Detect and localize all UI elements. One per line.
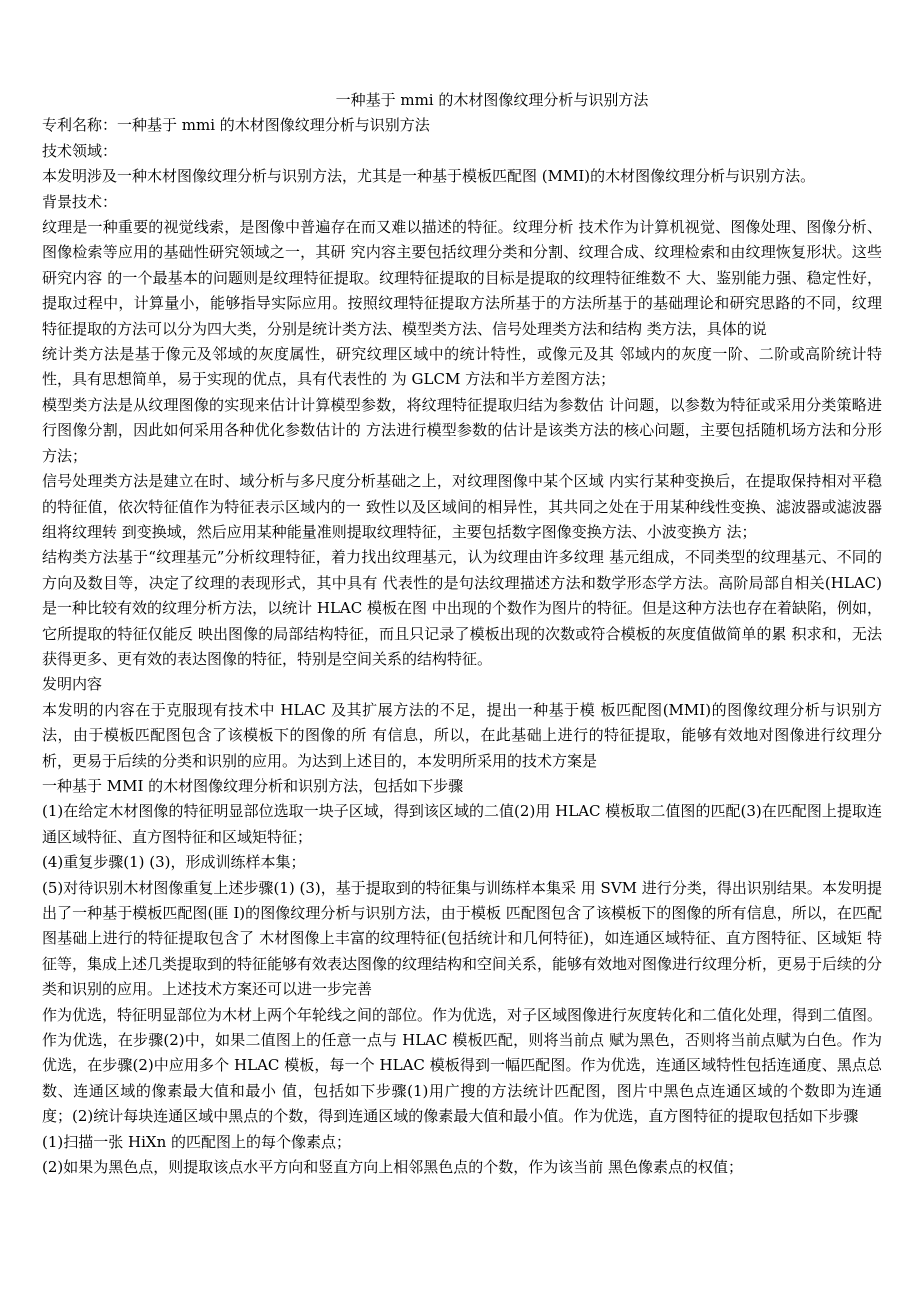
- histogram-step-1: (1)扫描一张 HiXn 的匹配图上的每个像素点；: [42, 1132, 352, 1151]
- step-1-3: (1)在给定木材图像的特征明显部位选取一块子区域，得到该区域的二值(2)用 HLAC 模板取二值图的匹配(3)在匹配图上提取连通区域特征、直方图特征和区域矩特征；: [42, 802, 882, 846]
- step-5-and-summary: (5)对待识别木材图像重复上述步骤(1) (3)，基于提取到的特征集与训练样本集采 用 SVM 进行分类，得出识别结果。本发明提出了一种基于模板匹配图(匪 I)的图像纹理分析与识别方法，由于模板 匹配图包含了该模板下的图像的所有信息，所以，在匹配图基础上进行的特征提取包含了 木材图像上丰富的纹理特征(包括统计和几何特征)，如连通区域特征、直方图特征、区域矩 特征等，集成上述几类提取到的特征能够有效表达图像的纹理结构和空间关系，能够有效地对图像进行纹理分析，更易于后续的分类和识别的应用。上述技术方案还可以进一步完善: [42, 878, 883, 999]
- preferred-embodiments-paragraph: 作为优选，特征明显部位为木材上两个年轮线之间的部位。作为优选，对子区域图像进行灰度转化和二值化处理，得到二值图。作为优选，在步骤(2)中，如果二值图上的任意一点与 HLAC 模板匹配，则将当前点 赋为黑色，否则将当前点赋为白色。作为优选，在步骤(2)中应用多个 HLAC 模板，每一个 HLAC 模板得到一幅匹配图。作为优选，连通区域特性包括连通度、黑点总数、连通区域的像素最大值和最小 值，包括如下步骤(1)用广搜的方法统计匹配图，图片中黑色点连通区域的个数即为连通 度；(2)统计每块连通区域中黑点的个数，得到连通区域的像素最大值和最小值。作为优选，直方图特征的提取包括如下步骤: [42, 1005, 883, 1126]
- invention-method-line: 一种基于 MMI 的木材图像纹理分析和识别方法，包括如下步骤: [42, 776, 464, 795]
- document-title: 一种基于 mmi 的木材图像纹理分析与识别方法: [335, 91, 649, 109]
- histogram-step-2: (2)如果为黑色点，则提取该点水平方向和竖直方向上相邻黑色点的个数，作为该当前 黑色像素点的权值；: [42, 1158, 744, 1177]
- invention-paragraph-intro: 本发明的内容在于克服现有技术中 HLAC 及其扩展方法的不足，提出一种基于模 板匹配图(MMI)的图像纹理分析与识别方法，由于模板匹配图包含了该模板下的图像的所 有信息，所以，在此基础上进行的特征提取，能够有效地对图像进行纹理分析，更易于后续的分类和识别的应用。为达到上述目的，本发明所采用的技术方案是: [42, 700, 882, 770]
- document-page: [42, 88, 882, 1180]
- background-paragraph-model: 模型类方法是从纹理图像的实现来估计计算模型参数，将纹理特征提取归结为参数估 计问题，以参数为特征或采用分类策略进行图像分割，因此如何采用各种优化参数估计的 方法进行模型参数的估计是该类方法的核心问题，主要包括随机场方法和分形方法；: [42, 395, 882, 465]
- patent-name-line: 专利名称：一种基于 mmi 的木材图像纹理分析与识别方法: [42, 116, 430, 135]
- background-paragraph-signal: 信号处理类方法是建立在时、域分析与多尺度分析基础之上，对纹理图像中某个区域 内实行某种变换后，在提取保持相对平稳的特征值，依次特征值作为特征表示区域内的一 致性以及区域间的相异性，其共同之处在于用某种线性变换、滤波器或滤波器组将纹理转 到变换域，然后应用某种能量准则提取纹理特征，主要包括数字图像变换方法、小波变换方 法；: [42, 472, 882, 541]
- section-heading-invention: 发明内容: [42, 675, 103, 694]
- section-heading-technical-field: 技术领域：: [42, 141, 118, 160]
- background-paragraph-statistical: 统计类方法是基于像元及邻域的灰度属性，研究纹理区域中的统计特性，或像元及其 邻域内的灰度一阶、二阶或高阶统计特性，具有思想简单，易于实现的优点，具有代表性的 为 GLCM 方法和半方差图方法；: [42, 345, 882, 389]
- background-paragraph-texture: 纹理是一种重要的视觉线索，是图像中普遍存在而又难以描述的特征。纹理分析 技术作为计算机视觉、图像处理、图像分析、图像检索等应用的基础性研究领域之一，其研 究内容主要包括纹理分类和分割、纹理合成、纹理检索和由纹理恢复形状。这些研究内容 的一个最基本的问题则是纹理特征提取。纹理特征提取的目标是提取的纹理特征维数不 大、鉴别能力强、稳定性好，提取过程中，计算量小，能够指导实际应用。按照纹理特征提取方法所基于的方法所基于的基础理论和研究思路的不同，纹理 特征提取的方法可以分为四大类，分别是统计类方法、模型类方法、信号处理类方法和结构 类方法，具体的说: [42, 218, 882, 338]
- technical-field-paragraph: 本发明涉及一种木材图像纹理分析与识别方法，尤其是一种基于模板匹配图 (MMI)的木材图像纹理分析与识别方法。: [42, 167, 816, 186]
- background-paragraph-structural: 结构类方法基于“纹理基元”分析纹理特征，着力找出纹理基元，认为纹理由许多纹理 基元组成，不同类型的纹理基元、不同的方向及数目等，决定了纹理的表现形式，其中具有 代表性的是句法纹理描述方法和数学形态学方法。高阶局部自相关(HLAC)是一种比较有效的纹理分析方法，以统计 HLAC 模板在图 中出现的个数作为图片的特征。但是这种方法也存在着缺陷，例如，它所提取的特征仅能反 映出图像的局部结构特征，而且只记录了模板出现的次数或符合模板的灰度值做简单的累 积求和，无法获得更多、更有效的表达图像的特征，特别是空间关系的结构特征。: [42, 548, 882, 668]
- section-heading-background: 背景技术：: [42, 192, 118, 211]
- step-4: (4)重复步骤(1) (3)，形成训练样本集；: [42, 853, 306, 872]
